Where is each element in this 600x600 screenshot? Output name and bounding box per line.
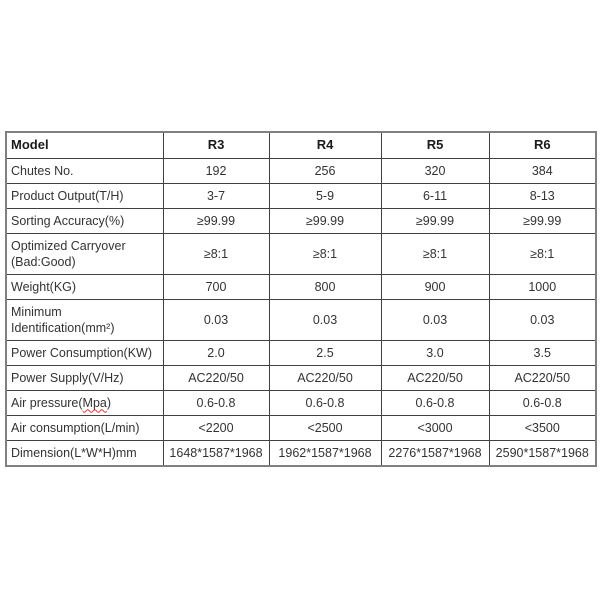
spec-value-cell: 1962*1587*1968 (269, 440, 381, 466)
table-row (6, 208, 596, 233)
spec-value-cell: ≥99.99 (269, 208, 381, 233)
spec-value-cell: ≥8:1 (381, 233, 489, 274)
spec-value-cell: 256 (269, 158, 381, 183)
spec-value-cell: ≥8:1 (163, 233, 269, 274)
column-header-cell: R4 (269, 132, 381, 158)
spec-label-cell: Power Supply(V/Hz) (6, 365, 163, 390)
spec-value-cell: ≥99.99 (163, 208, 269, 233)
spec-value-cell: AC220/50 (489, 365, 596, 390)
spec-label-cell: Product Output(T/H) (6, 183, 163, 208)
spec-value-cell: ≥8:1 (269, 233, 381, 274)
spec-value-cell: <3000 (381, 415, 489, 440)
spec-label-cell: Optimized Carryover (Bad:Good) (6, 233, 163, 274)
table-row (6, 158, 596, 183)
spec-value-cell: ≥8:1 (489, 233, 596, 274)
spec-table (5, 131, 597, 467)
spec-value-cell: 3.0 (381, 340, 489, 365)
spec-value-cell: 3.5 (489, 340, 596, 365)
spec-label-cell: Air pressure(Mpa) (6, 390, 163, 415)
table-row (6, 390, 596, 415)
table-row (6, 274, 596, 299)
spec-label-cell: Power Consumption(KW) (6, 340, 163, 365)
table-row (6, 415, 596, 440)
spec-value-cell: 5-9 (269, 183, 381, 208)
spec-label-cell: Minimum Identification(mm²) (6, 299, 163, 340)
spec-value-cell: 0.6-0.8 (381, 390, 489, 415)
header-row (6, 132, 596, 158)
spec-value-cell: 0.6-0.8 (269, 390, 381, 415)
spec-value-cell: AC220/50 (381, 365, 489, 390)
spec-label-cell: Air consumption(L/min) (6, 415, 163, 440)
spec-value-cell: 3-7 (163, 183, 269, 208)
spec-value-cell: 2.5 (269, 340, 381, 365)
spec-value-cell: 6-11 (381, 183, 489, 208)
spec-value-cell: 2.0 (163, 340, 269, 365)
table-row (6, 340, 596, 365)
spec-label-cell: Sorting Accuracy(%) (6, 208, 163, 233)
spec-value-cell: 320 (381, 158, 489, 183)
table-row (6, 233, 596, 274)
misspelled-word: Mpa (82, 395, 107, 410)
spec-value-cell: 0.03 (163, 299, 269, 340)
spec-value-cell: <2200 (163, 415, 269, 440)
model-header-cell: Model (6, 132, 163, 158)
spec-value-cell: 2590*1587*1968 (489, 440, 596, 466)
spec-value-cell: ≥99.99 (381, 208, 489, 233)
spec-value-cell: 1648*1587*1968 (163, 440, 269, 466)
spec-value-cell: AC220/50 (269, 365, 381, 390)
spec-value-cell: 0.03 (489, 299, 596, 340)
spec-value-cell: AC220/50 (163, 365, 269, 390)
table-row (6, 365, 596, 390)
spec-table-body (6, 158, 596, 466)
spec-value-cell: ≥99.99 (489, 208, 596, 233)
table-row (6, 299, 596, 340)
spec-value-cell: 384 (489, 158, 596, 183)
spec-value-cell: 700 (163, 274, 269, 299)
spec-value-cell: <2500 (269, 415, 381, 440)
spec-value-cell: 0.03 (381, 299, 489, 340)
spec-value-cell: 0.03 (269, 299, 381, 340)
column-header-cell: R3 (163, 132, 269, 158)
spec-value-cell: <3500 (489, 415, 596, 440)
table-row (6, 440, 596, 466)
spec-value-cell: 192 (163, 158, 269, 183)
spec-value-cell: 0.6-0.8 (163, 390, 269, 415)
spec-value-cell: 1000 (489, 274, 596, 299)
spec-label-cell: Dimension(L*W*H)mm (6, 440, 163, 466)
spec-value-cell: 900 (381, 274, 489, 299)
spec-value-cell: 2276*1587*1968 (381, 440, 489, 466)
table-row (6, 183, 596, 208)
column-header-cell: R6 (489, 132, 596, 158)
column-header-cell: R5 (381, 132, 489, 158)
spec-value-cell: 800 (269, 274, 381, 299)
spec-label-cell: Chutes No. (6, 158, 163, 183)
spec-value-cell: 0.6-0.8 (489, 390, 596, 415)
spec-value-cell: 8-13 (489, 183, 596, 208)
spec-label-cell: Weight(KG) (6, 274, 163, 299)
